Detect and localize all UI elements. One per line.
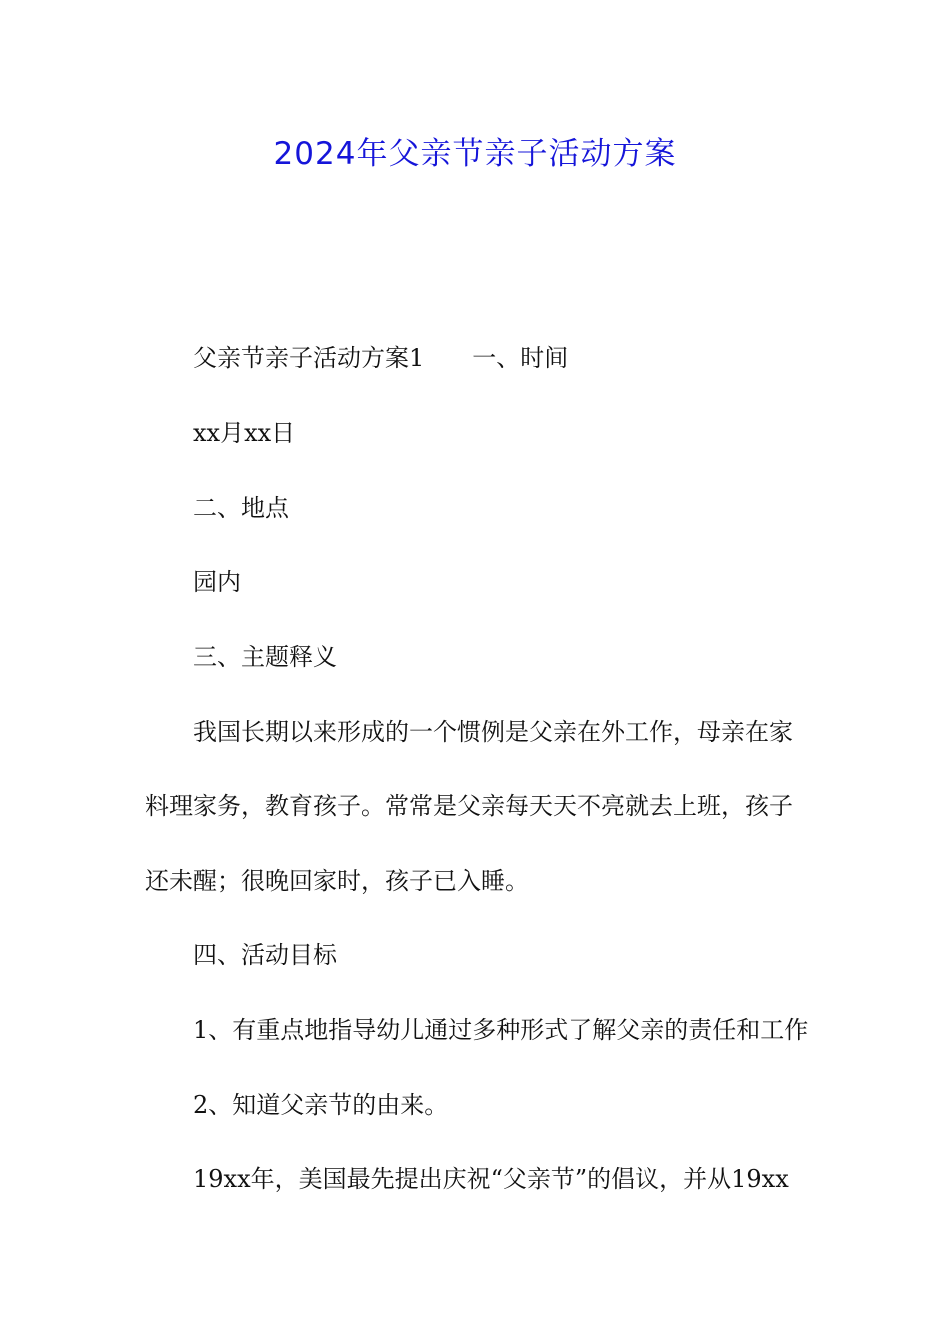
goal-item-2: 2、知道父亲节的由来。 bbox=[193, 1091, 449, 1119]
plan-number-label: 父亲节亲子活动方案1 bbox=[193, 344, 425, 372]
paragraph-date: xx月xx日 bbox=[193, 419, 296, 447]
paragraph-plan-heading bbox=[193, 338, 568, 378]
paragraph-history: 19xx年，美国最先提出庆祝“父亲节”的倡议，并从19xx bbox=[193, 1165, 789, 1193]
paragraph-theme-line-2: 料理家务，教育孩子。常常是父亲每天天不亮就去上班，孩子 bbox=[145, 792, 793, 820]
paragraph-theme-line-1: 我国长期以来形成的一个惯例是父亲在外工作，母亲在家 bbox=[193, 718, 793, 746]
document-title: 2024年父亲节亲子活动方案 bbox=[273, 136, 677, 172]
section-location-heading: 二、地点 bbox=[193, 494, 289, 522]
section-goals-heading: 四、活动目标 bbox=[193, 941, 337, 969]
paragraph-theme-line-3: 还未醒；很晚回家时，孩子已入睡。 bbox=[145, 867, 529, 895]
paragraph-location: 园内 bbox=[193, 568, 241, 596]
goal-item-1: 1、有重点地指导幼儿通过多种形式了解父亲的责任和工作 bbox=[193, 1016, 809, 1044]
section-time-heading: 一、时间 bbox=[472, 344, 569, 372]
section-theme-heading: 三、主题释义 bbox=[193, 643, 337, 671]
